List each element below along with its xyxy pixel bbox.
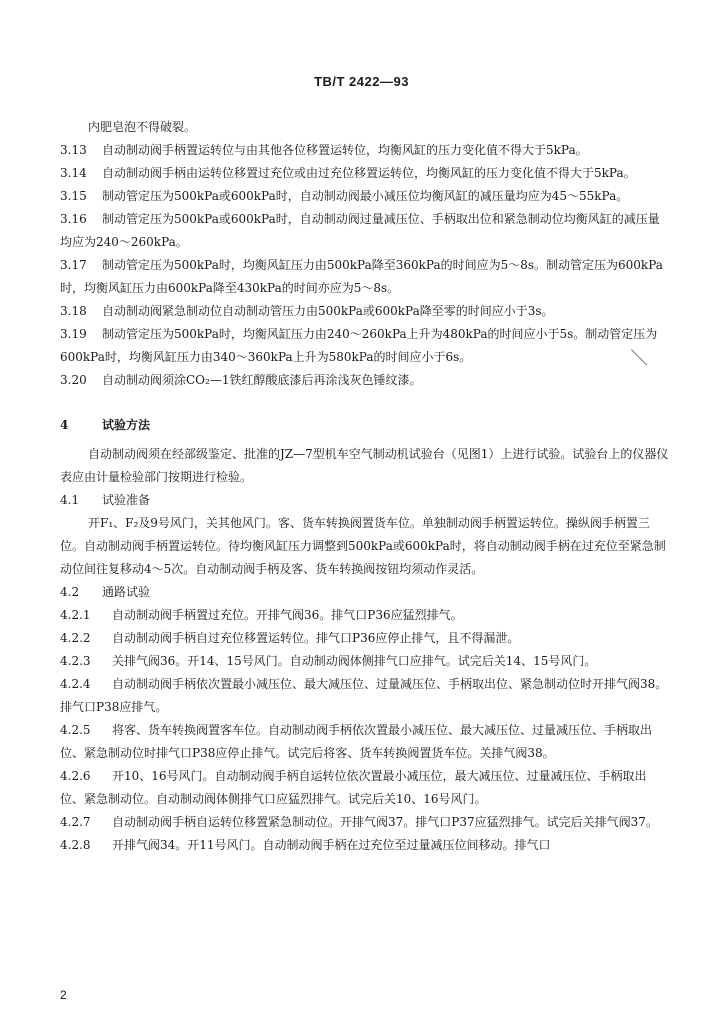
- clause-number: 3.19: [60, 327, 87, 341]
- continued-text: 内肥皂泡不得破裂。: [88, 120, 197, 134]
- clause-number: 4.2.7: [60, 815, 91, 829]
- clause-4-2-8: [60, 834, 670, 857]
- clause-3-14: [60, 162, 670, 185]
- clause-number: 3.14: [60, 166, 87, 180]
- clause-text: 自动制动阀手柄自运转位移置紧急制动位。开排气阀37。排气口P37应猛烈排气。试完后关排气阀37。: [112, 815, 658, 829]
- clause-number: 3.13: [60, 143, 87, 157]
- clause-3-15: [60, 185, 670, 208]
- clause-4-2-7: [60, 811, 670, 834]
- clause-number: 3.15: [60, 189, 87, 203]
- clause-text: 自动制动阀手柄自过充位移置运转位。排气口P36应停止排气，且不得漏泄。: [112, 631, 520, 645]
- clause-number: 4.2.3: [60, 654, 91, 668]
- subsection-4-2-heading: [60, 581, 670, 604]
- clause-text: 开排气阀34。开11号风门。自动制动阀手柄在过充位至过量减压位间移动。排气口: [112, 838, 551, 852]
- clause-text: 制动管定压为500kPa时，均衡风缸压力由500kPa降至360kPa的时间应为5～8s。制动管定压为600kPa时，均衡风缸压力由600kPa降至430kPa的时间亦应为5～8s。: [60, 258, 663, 295]
- clause-text: 制动管定压为500kPa或600kPa时，自动制动阀最小减压位均衡风缸的减压量均应为45～55kPa。: [102, 189, 629, 203]
- clause-text: 自动制动阀手柄置运转位与由其他各位移置运转位，均衡风缸的压力变化值不得大于5kPa。: [102, 143, 588, 157]
- clause-text: 开10、16号风门。自动制动阀手柄自运转位依次置最小减压位，最大减压位、过量减压位、手柄取出位、紧急制动位。自动制动阀体侧排气口应猛烈排气。试完后关10、16号风门。: [60, 769, 647, 806]
- section-4-heading: [60, 414, 670, 437]
- clause-number: 4.2.5: [60, 723, 91, 737]
- clause-4-2-4: [60, 673, 670, 719]
- clause-text: 自动制动阀手柄置过充位。开排气阀36。排气口P36应猛烈排气。: [112, 608, 463, 622]
- clause-text: 自动制动阀紧急制动位自动制动管压力由500kPa或600kPa降至零的时间应小于3s。: [102, 304, 554, 318]
- subsection-number: 4.1: [60, 493, 80, 507]
- clause-number: 4.2.1: [60, 608, 91, 622]
- section-number: 4: [60, 418, 69, 432]
- clause-3-20: [60, 369, 670, 392]
- page-header: TB/T 2422—93: [314, 74, 409, 89]
- clause-number: 4.2.6: [60, 769, 91, 783]
- clause-number: 4.2.4: [60, 677, 91, 691]
- clause-number: 3.17: [60, 258, 87, 272]
- clause-text: 制动管定压为500kPa或600kPa时，自动制动阀过量减压位、手柄取出位和紧急制动位均衡风缸的减压量均应为240～260kPa。: [60, 212, 660, 249]
- section-title: 试验方法: [102, 418, 151, 432]
- subsection-4-1-body: 开F₁、F₂及9号风门，关其他风门。客、货车转换阀置货车位。单独制动阀手柄置运转位。操纵阀手柄置三位。自动制动阀手柄置运转位。待均衡风缸压力调整到500kPa或600kPa时，将自动制动阀手柄在过充位至紧急制动位间往复移动4～5次。自动制动阀手柄及客、货车转换阀按钮均须动作灵活。: [60, 516, 666, 576]
- subsection-title: 通路试验: [102, 585, 151, 599]
- clause-3-17: [60, 254, 670, 300]
- clause-3-18: [60, 300, 670, 323]
- clause-4-2-1: [60, 604, 670, 627]
- clause-number: 3.18: [60, 304, 87, 318]
- clause-4-2-6: [60, 765, 670, 811]
- section-4-intro: 自动制动阀须在经部级鉴定、批准的JZ—7型机车空气制动机试验台（见图1）上进行试验。试验台上的仪器仪表应由计量检验部门按期进行检验。: [60, 447, 669, 484]
- clause-number: 3.16: [60, 212, 87, 226]
- document-body: [60, 116, 670, 857]
- clause-number: 4.2.2: [60, 631, 91, 645]
- clause-text: 自动制动阀须涂CO₂—1铁红醇酸底漆后再涂浅灰色锤纹漆。: [102, 373, 422, 387]
- clause-3-13: [60, 139, 670, 162]
- clause-text: 关排气阀36。开14、15号风门。自动制动阀体侧排气口应排气。试完后关14、15号风门。: [112, 654, 597, 668]
- page-number: 2: [60, 988, 67, 1002]
- clause-4-2-2: [60, 627, 670, 650]
- subsection-number: 4.2: [60, 585, 80, 599]
- clause-number: 3.20: [60, 373, 87, 387]
- subsection-title: 试验准备: [102, 493, 151, 507]
- clause-number: 4.2.8: [60, 838, 91, 852]
- clause-4-2-3: [60, 650, 670, 673]
- clause-4-2-5: [60, 719, 670, 765]
- clause-text: 将客、货车转换阀置客车位。自动制动阀手柄依次置最小减压位、最大减压位、过量减压位、手柄取出位、紧急制动位时排气口P38应停止排气。试完后将客、货车转换阀置货车位。关排气阀38。: [60, 723, 653, 760]
- subsection-4-1-heading: [60, 489, 670, 512]
- clause-3-19: [60, 323, 670, 369]
- clause-3-16: [60, 208, 670, 254]
- clause-text: 自动制动阀手柄由运转位移置过充位或由过充位移置运转位，均衡风缸的压力变化值不得大于5kPa。: [102, 166, 636, 180]
- clause-text: 自动制动阀手柄依次置最小减压位、最大减压位、过量减压位、手柄取出位、紧急制动位时开排气阀38。排气口P38应排气。: [60, 677, 668, 714]
- clause-text: 制动管定压为500kPa时，均衡风缸压力由240～260kPa上升为480kPa的时间应小于5s。制动管定压为600kPa时，均衡风缸压力由340～360kPa上升为580kPa的时间应小于6s。: [60, 327, 658, 364]
